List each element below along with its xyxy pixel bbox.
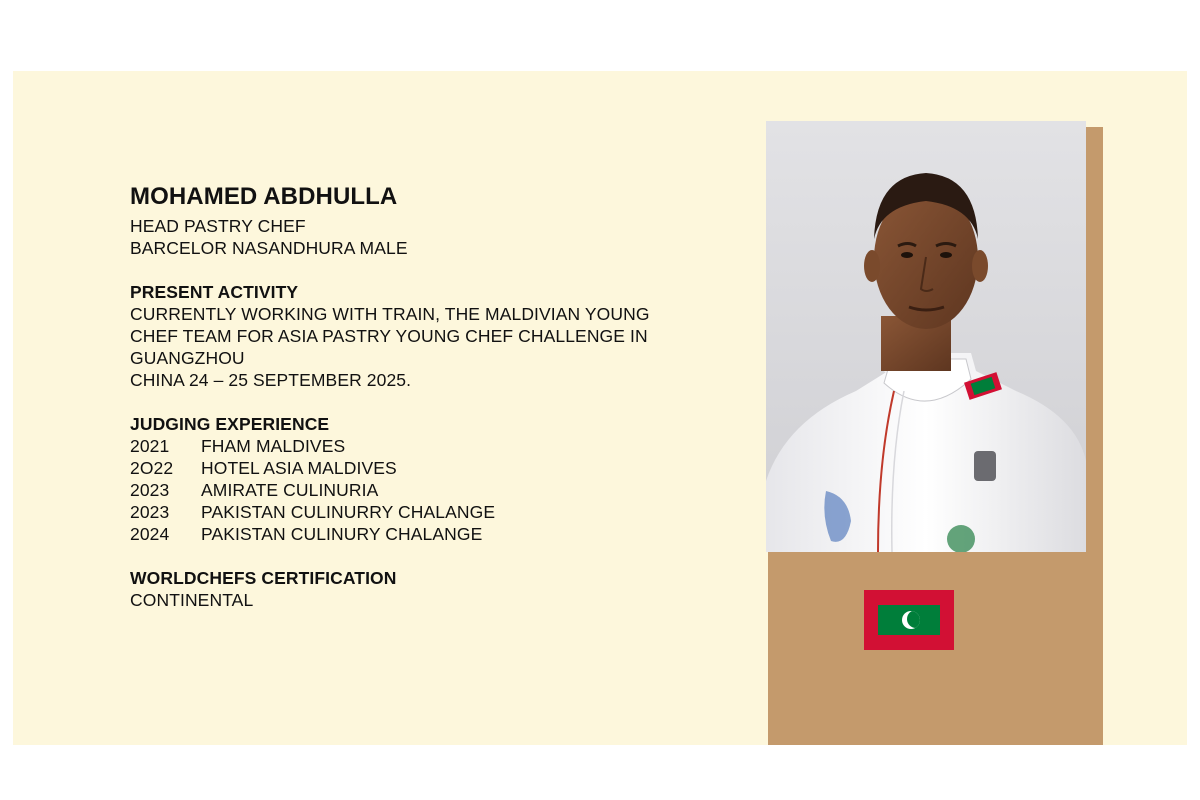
chef-portrait-illustration (766, 121, 1086, 552)
judging-experience-item (130, 435, 690, 457)
present-activity-line: GUANGZHOU (130, 348, 245, 368)
profile-text (130, 183, 690, 611)
chef-workplace: BARCELOR NASANDHURA MALE (130, 238, 408, 258)
certification-title: WORLDCHEFS CERTIFICATION (130, 568, 397, 588)
experience-event: HOTEL ASIA MALDIVES (201, 458, 397, 478)
judging-experience-item (130, 457, 690, 479)
experience-year: 2024 (130, 524, 170, 544)
judging-experience-item (130, 479, 690, 501)
maldives-flag-icon (864, 590, 954, 650)
experience-event: PAKISTAN CULINURRY CHALANGE (201, 502, 496, 522)
present-activity-line: CURRENTLY WORKING WITH TRAIN, THE MALDIVIAN YOUNG (130, 304, 650, 324)
present-activity-line: CHINA 24 – 25 SEPTEMBER 2025. (130, 370, 412, 390)
experience-year: 2023 (130, 480, 170, 500)
judging-experience-item (130, 501, 690, 523)
flag-crescent (902, 611, 920, 629)
chef-name: MOHAMED ABDHULLA (130, 183, 398, 210)
judging-experience-title: JUDGING EXPERIENCE (130, 414, 330, 434)
experience-year: 2O22 (130, 458, 174, 478)
present-activity-title: PRESENT ACTIVITY (130, 282, 299, 302)
chef-portrait (766, 121, 1086, 552)
judging-experience-item (130, 523, 690, 545)
experience-year: 2023 (130, 502, 170, 522)
present-activity-line: CHEF TEAM FOR ASIA PASTRY YOUNG CHEF CHALLENGE IN (130, 326, 648, 346)
experience-year: 2021 (130, 436, 170, 456)
experience-event: PAKISTAN CULINURY CHALANGE (201, 524, 483, 544)
flag-green-field (878, 605, 940, 635)
experience-event: FHAM MALDIVES (201, 436, 346, 456)
experience-event: AMIRATE CULINURIA (201, 480, 379, 500)
certification-value: CONTINENTAL (130, 590, 254, 610)
chef-role: HEAD PASTRY CHEF (130, 216, 306, 236)
